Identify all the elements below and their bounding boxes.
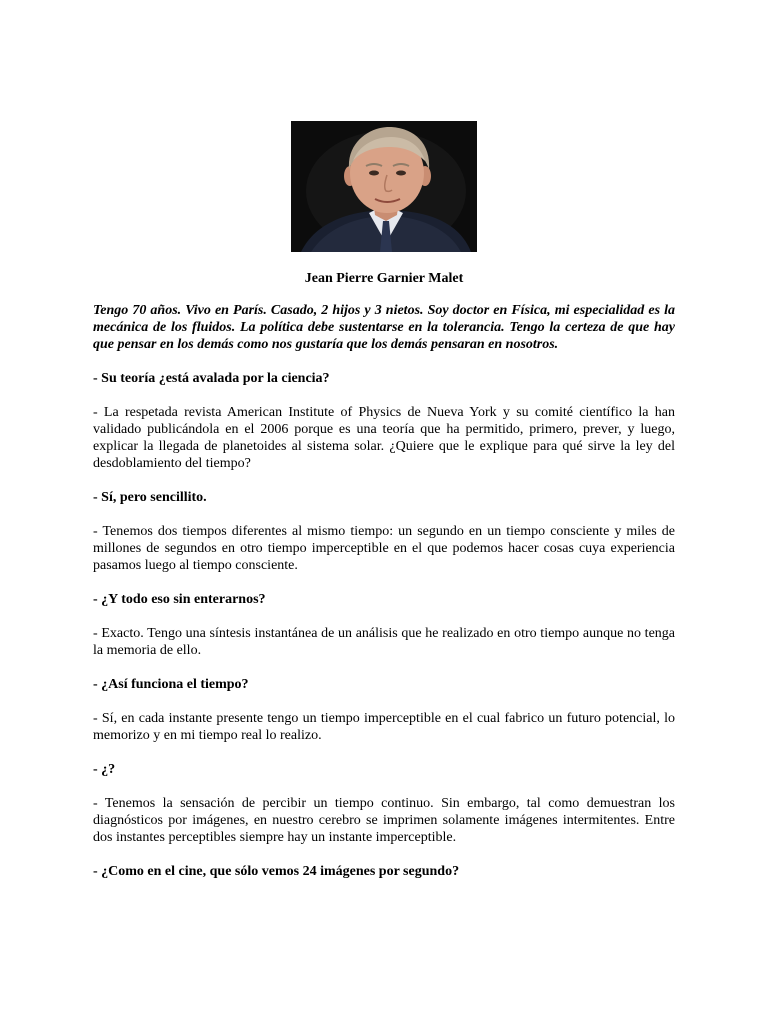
question: - ¿Como en el cine, que sólo vemos 24 imágenes por segundo? (93, 864, 460, 879)
portrait-photo (291, 121, 477, 252)
document-page (93, 121, 675, 897)
person-name: Jean Pierre Garnier Malet (304, 271, 464, 286)
question: - Su teoría ¿está avalada por la ciencia? (93, 371, 330, 386)
question: - ¿Así funciona el tiempo? (93, 677, 249, 692)
question: - ¿? (93, 762, 116, 777)
question: - ¿Y todo eso sin enterarnos? (93, 592, 266, 607)
answer: - Tenemos la sensación de percibir un tiempo continuo. Sin embargo, tal como demuestran los diagnósticos por imágenes, en nuestro cerebro se imprimen solamente imágenes intermitentes. Entre dos instantes perceptibles siempre hay un instante imperceptible. (93, 796, 675, 845)
answer: - Sí, en cada instante presente tengo un tiempo imperceptible en el cual fabrico un futuro potencial, lo memorizo y en mi tiempo real lo realizo. (93, 711, 675, 743)
answer: - La respetada revista American Institute of Physics de Nueva York y su comité científico la han validado publicándola en el 2006 porque es una teoría que ha permitido, primero, prever, y luego, explicar la llegada de planetoides al sistema solar. ¿Quiere que le explique para qué sirve la ley del desdoblamiento del tiempo? (93, 405, 675, 471)
question: - Sí, pero sencillito. (93, 490, 207, 505)
intro-paragraph: Tengo 70 años. Vivo en París. Casado, 2 hijos y 3 nietos. Soy doctor en Física, mi especialidad es la mecánica de los fluidos. La política debe sustentarse en la tolerancia. Tengo la certeza de que hay que pensar en los demás como nos gustaría que los demás pensaran en nosotros. (93, 303, 675, 352)
answer: - Exacto. Tengo una síntesis instantánea de un análisis que he realizado en otro tiempo aunque no tenga la memoria de ello. (93, 626, 675, 658)
answer: - Tenemos dos tiempos diferentes al mismo tiempo: un segundo en un tiempo consciente y miles de millones de segundos en otro tiempo imperceptible en el que podemos hacer cosas cuya experiencia pasamos luego al tiempo consciente. (93, 524, 675, 573)
